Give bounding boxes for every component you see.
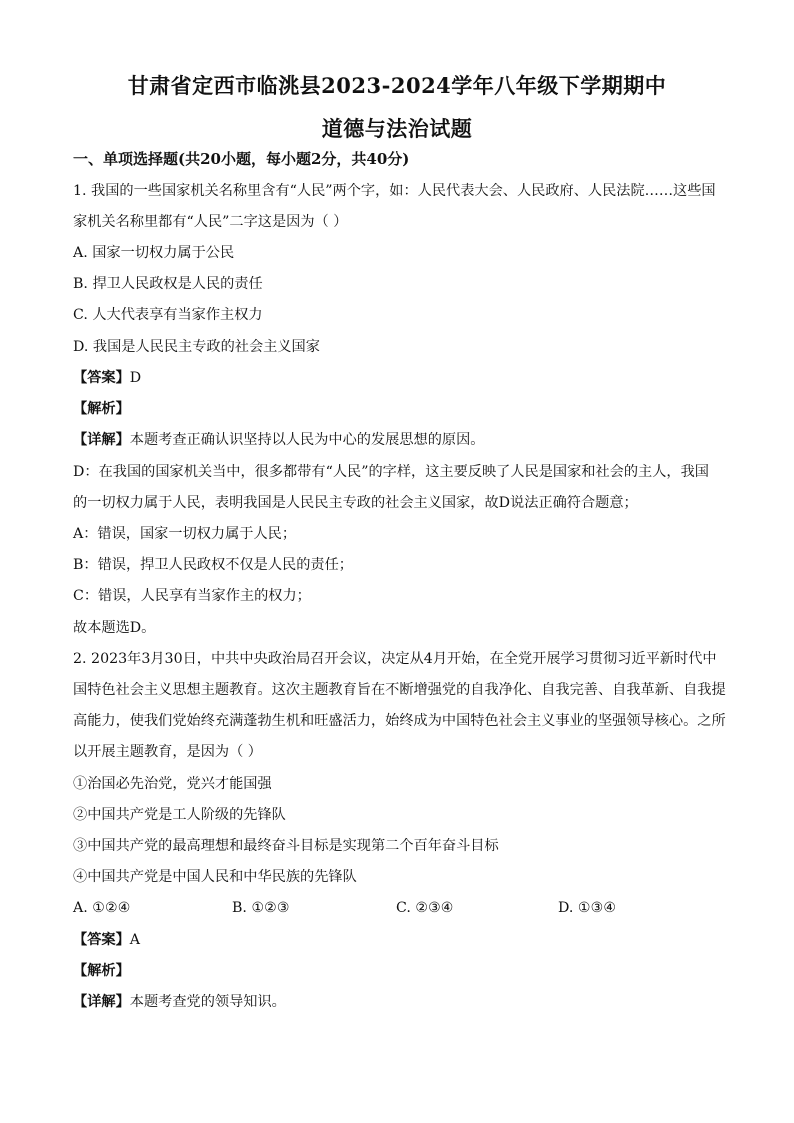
q2-statement-1: ①治国必先治党，党兴才能国强 (73, 776, 272, 792)
answer-tag: 【答案】 (73, 932, 130, 948)
answer-value: D (129, 370, 142, 386)
q1-option-d: D. 我国是人民民主专政的社会主义国家 (73, 339, 320, 355)
q2-stem-line-1: 2. 2023年3月30日，中共中央政治局召开会议，决定从4月开始，在全党开展学习贯彻习近平新时代中 (73, 651, 717, 667)
detail-tag: 【详解】 (73, 994, 130, 1010)
document-title: 甘肃省定西市临洮县2023-2024学年八年级下学期期中 (127, 73, 667, 98)
q1-detail (73, 430, 723, 450)
q2-statement-2: ②中国共产党是工人阶级的先锋队 (73, 807, 286, 823)
q2-option-d: D. ①③④ (558, 900, 617, 916)
q2-option-a: A. ①②④ (73, 900, 131, 916)
q2-option-b: B. ①②③ (232, 900, 290, 916)
q2-statement-3: ③中国共产党的最高理想和最终奋斗目标是实现第二个百年奋斗目标 (73, 838, 499, 854)
answer-tag: 【答案】 (73, 370, 130, 386)
q2-detail (73, 992, 723, 1012)
q2-stem-line-4: 以开展主题教育，是因为（ ） (73, 744, 262, 760)
detail-tag: 【详解】 (73, 432, 130, 448)
q2-option-c: C. ②③④ (396, 900, 454, 916)
q1-option-c: C. 人大代表享有当家作主权力 (73, 307, 263, 323)
q1-option-a: A. 国家一切权力属于公民 (73, 245, 235, 261)
q1-option-b: B. 捍卫人民政权是人民的责任 (73, 276, 263, 292)
document-subtitle: 道德与法治试题 (321, 116, 473, 141)
answer-value: A (129, 932, 141, 948)
q2-analysis-tag: 【解析】 (73, 963, 130, 979)
detail-text: 本题考查党的领导知识。 (129, 994, 286, 1010)
q1-explanation-line-5: C：错误，人民享有当家作主的权力； (73, 588, 311, 604)
q1-explanation-line-3: A：错误，国家一切权力属于人民； (73, 526, 297, 542)
q2-statement-4: ④中国共产党是中国人民和中华民族的先锋队 (73, 869, 357, 885)
q1-explanation-line-2: 的一切权力属于人民，表明我国是人民民主专政的社会主义国家，故D说法正确符合题意； (73, 495, 638, 511)
q2-stem-line-2: 国特色社会主义思想主题教育。这次主题教育旨在不断增强党的自我净化、自我完善、自我革新、自我提 (73, 682, 726, 698)
q1-explanation-line-6: 故本题选D。 (73, 620, 156, 636)
q1-stem-line-1: 1. 我国的一些国家机关名称里含有“人民”两个字，如：人民代表大会、人民政府、人民法院……这些国 (73, 183, 716, 199)
q1-explanation-line-4: B：错误，捍卫人民政权不仅是人民的责任； (73, 557, 353, 573)
detail-text: 本题考查正确认识坚持以人民为中心的发展思想的原因。 (129, 432, 485, 448)
section-heading: 一、单项选择题(共20小题，每小题2分，共40分) (73, 150, 410, 168)
q2-answer (73, 930, 723, 950)
q2-stem-line-3: 高能力，使我们党始终充满蓬勃生机和旺盛活力，始终成为中国特色社会主义事业的坚强领导核心。之所 (73, 713, 726, 729)
q1-explanation-line-1: D：在我国的国家机关当中，很多都带有“人民”的字样，这主要反映了人民是国家和社会的主人，我国 (73, 464, 709, 480)
q1-answer (73, 368, 723, 388)
q1-stem-line-2: 家机关名称里都有“人民”二字这是因为（ ） (73, 214, 348, 230)
q1-analysis-tag: 【解析】 (73, 401, 130, 417)
